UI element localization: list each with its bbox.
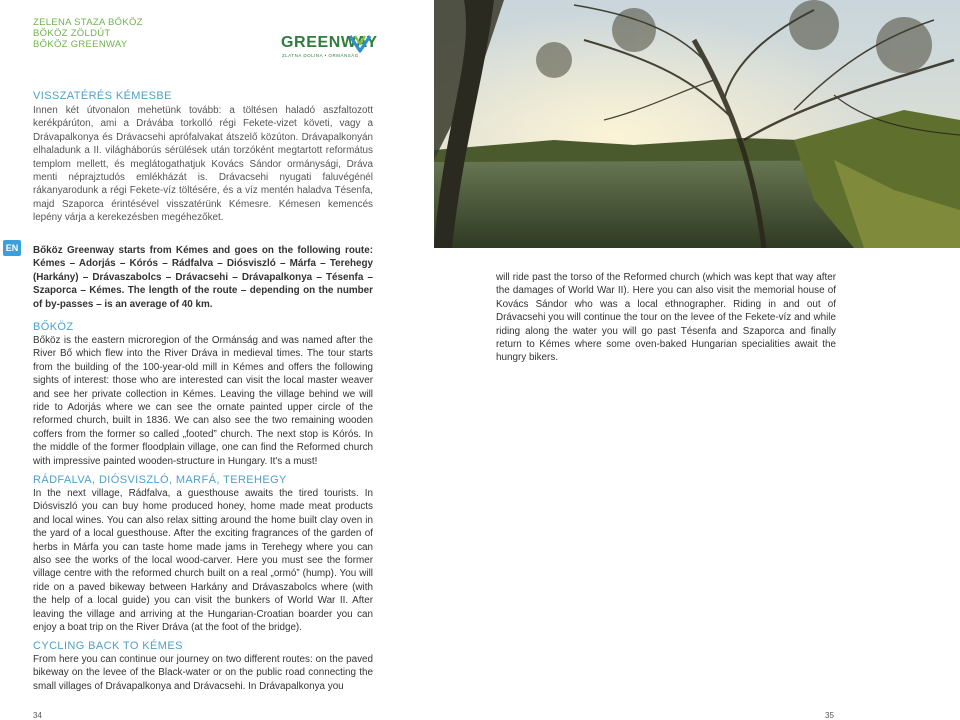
logo-chevron-icon <box>348 34 372 54</box>
hu-section-heading: VISSZATÉRÉS KÉMESBE <box>33 90 172 102</box>
hu-section-text: Innen két útvonalon mehetünk tovább: a töltésen haladó aszfaltozott kerékpárúton, ami a Drávába torkolló régi Fekete-vizet követi, vagy a Drávapalkonya és Drávacsehi aprófalvakat átszelő közúton. Drávapalkonyán elhaladunk a II. világháborús sérülések után torzóként megtartott református templom mellett, és meglátogathatjuk Kovács Sándor ormánysági, Dráva menti néprajztudós emlékházát is. Drávacsehi nyugati faluvégénél rákanyarodunk a régi Fekete-víz töltésére, és a víz mentén haladva Tésenfa, majd Szaporca érintésével visszatérünk Kémesre. Kémesen kemencés lepény várja a kerekezésben megéhezőket. <box>33 105 373 224</box>
header-line-en: BŐKÖZ GREENWAY <box>33 39 128 50</box>
logo-text: GREENWAY <box>281 34 378 51</box>
section-text-cycling: From here you can continue our journey on two different routes: on the paved bikeway on the levee of the Black-water or on the public road connecting the small villages of Drávapalkonya and Drávacsehi. In Drávapalkonya you <box>33 654 373 692</box>
en-intro-text: Bőköz Greenway starts from Kémes and goes on the following route: Kémes – Adorjás – Kórós – Rádfalva – Diósviszló – Márfa – Terehegy (Harkány) – Drávaszabolcs – Drávacsehi – Drávapalkonya – Tésenfa – Szaporca – Kémes. The length of the route – depending on the number of by-passes – is an average of 40 km. <box>33 245 373 310</box>
right-column-text: will ride past the torso of the Reformed church (which was kept that way after the damages of World War II). Here you can also visit the memorial house of Kovács Sándor who was a local ethnographer. Riding in and out of Drávacsehi you will continue the tour on the levee of the Fekete-víz and while riding along the water you will go past Tésenfa and Szaporca and finally return to Kémes where some oven-baked Hungarian specialities await the hungry bikers. <box>496 272 836 364</box>
logo-subtitle: ZLATNA DOLINA • ORMÁNSÁG <box>282 53 359 58</box>
section-text-radfalva: In the next village, Rádfalva, a guesthouse awaits the tired tourists. In Diósviszló you can buy home produced honey, home made meat products and local wines. You can also relax sitting around the home built clay oven in the yard of a local guesthouse. After the exciting fragrances of the garden of herbs in Márfa you can taste home made jams in Terehegy where you can also see the works of the local wood-carver. Here you must see the former village centre with the reformed church built on a real „ormó” (hump). You will ride on a paved bikeway between Harkány and Drávaszabolcs where (with the help of a local guide) you can visit the bunkers of World War II. After leaving the village and arriving at the Hungarian-Croatian boarder you can enjoy a boat trip on the River Dráva (at the foot of the bridge). <box>33 488 373 634</box>
language-badge-en: EN <box>3 240 21 256</box>
section-heading-bokoz: BŐKÖZ <box>33 321 74 333</box>
page-number-right: 35 <box>825 711 834 720</box>
page-number-left: 34 <box>33 711 42 720</box>
river-photo <box>434 0 960 248</box>
header-line-hu: BŐKÖZ ZÖLDÚT <box>33 28 111 39</box>
header-line-hr: ZELENA STAZA BŐKÖZ <box>33 17 143 28</box>
section-heading-cycling: CYCLING BACK TO KÉMES <box>33 640 183 652</box>
section-heading-radfalva: RÁDFALVA, DIÓSVISZLÓ, MARFÁ, TEREHEGY <box>33 474 287 486</box>
section-text-bokoz: Bőköz is the eastern microregion of the Ormánság and was named after the River Bő which flew into the River Dráva in medieval times. The tour starts from the building of the 100-year-old mill in Kémes and offers the following sights of interest: those who are interested can visit the local master weaver and see her private collection in Kémes. Leaving the village behind we will ride to Adorjás where we can see the ornate painted upper circle of the reformed church, built in 1836. We can also see the two remaining wooden coffers from the former so called „footed” church. The next stop is Kórós. In the middle of the former floodplain village, one can find the Reformed church with impressive painted wooden-structure in Hungary. It's a must! <box>33 335 373 467</box>
greenway-logo <box>281 34 376 62</box>
